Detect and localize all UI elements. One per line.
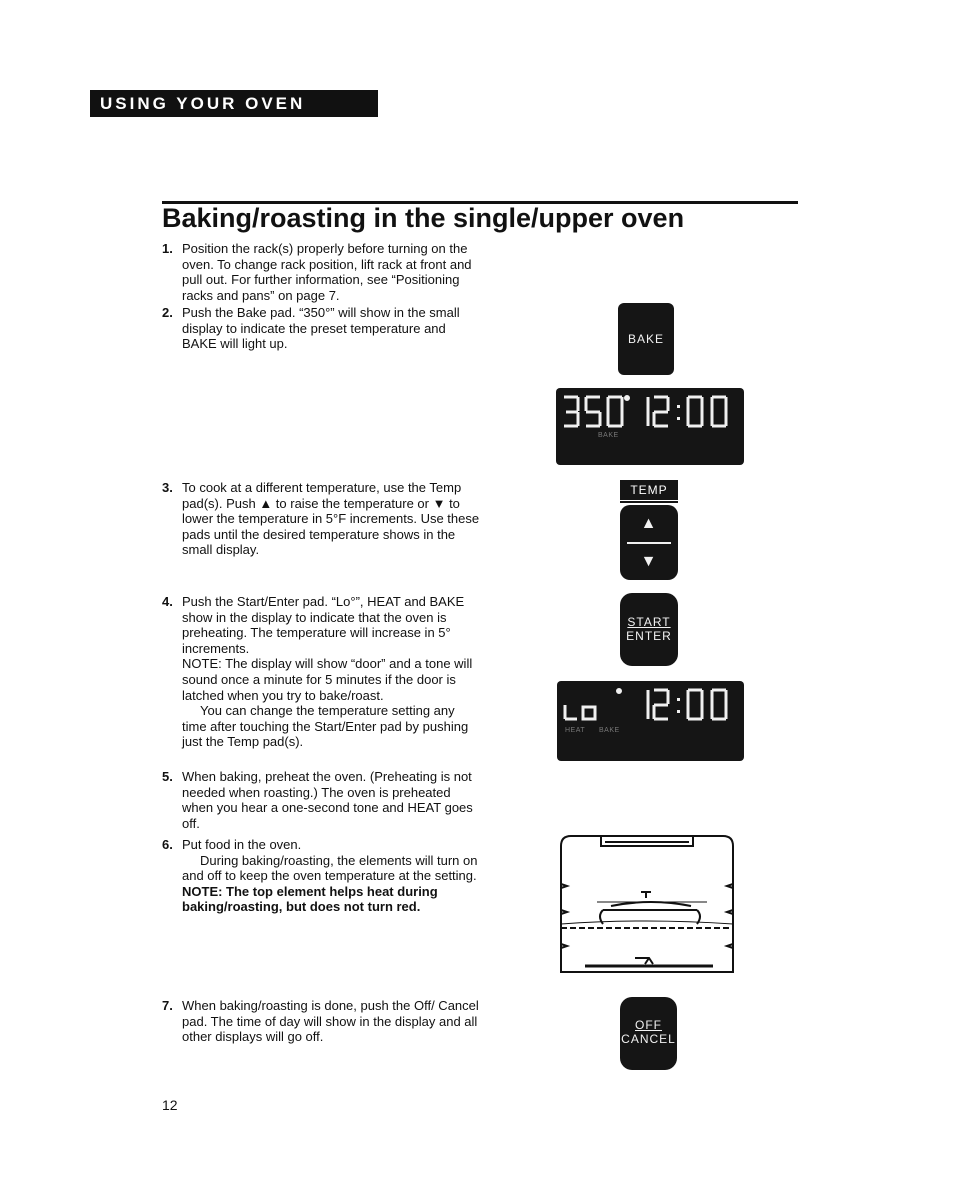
step-text: When baking/roasting is done, push the Off/ Cancel pad. The time of day will show in the display and all other displays will go off. — [182, 998, 479, 1045]
step-number: 3. — [162, 480, 173, 495]
step-7 — [162, 998, 482, 1045]
display-heat-indicator: HEAT — [565, 727, 586, 734]
oven-display-bake — [556, 388, 744, 465]
step-text: When baking, preheat the oven. (Preheating is not needed when roasting.) The oven is preheated when you hear a one-second tone and HEAT goes off. — [182, 769, 473, 831]
oven-cavity-illustration — [555, 832, 737, 975]
step-number: 6. — [162, 837, 173, 852]
temp-pad — [620, 505, 678, 580]
step-number: 7. — [162, 998, 173, 1013]
step-note: NOTE: The display will show “door” and a tone will sound once a minute for 5 minutes if the door is latched when you try to bake/roast. — [182, 656, 473, 703]
display-bake-indicator: BAKE — [599, 727, 620, 734]
display-bake-indicator: BAKE — [598, 432, 619, 439]
step-number: 2. — [162, 305, 173, 320]
enter-label: ENTER — [626, 629, 672, 643]
start-enter-pad[interactable] — [620, 593, 678, 666]
step-text: Push the Start/Enter pad. “Lo°”, HEAT and BAKE show in the display to indicate that the oven is preheating. The temperature will increase in 5° increments. — [182, 594, 465, 656]
step-text: During baking/roasting, the elements will turn on and off to keep the oven temperature at the setting. — [182, 852, 478, 884]
up-arrow-icon: ▲ — [640, 515, 658, 532]
step-2 — [162, 305, 482, 352]
down-arrow-icon: ▼ — [640, 553, 658, 570]
step-text: Push the Bake pad. “350°” will show in the small display to indicate the preset temperature and BAKE will light up. — [182, 305, 460, 352]
temp-up-button[interactable] — [620, 505, 678, 542]
page-title: Baking/roasting in the single/upper oven — [162, 203, 685, 233]
step-text: Position the rack(s) properly before turning on the oven. To change rack position, lift rack at front and pull out. For further information, see “Positioning racks and pans” on page 7. — [182, 241, 472, 303]
cancel-label: CANCEL — [621, 1032, 676, 1046]
step-4 — [162, 594, 482, 750]
step-number: 5. — [162, 769, 173, 784]
step-6 — [162, 837, 482, 915]
step-3 — [162, 480, 482, 558]
step-number: 4. — [162, 594, 173, 609]
temp-down-button[interactable] — [620, 544, 678, 580]
start-label: START — [627, 615, 671, 629]
temp-label: TEMP — [620, 480, 678, 500]
step-1 — [162, 241, 482, 303]
step-text: You can change the temperature setting any time after touching the Start/Enter pad by pushing just the Temp pad(s). — [182, 703, 469, 750]
bake-pad-label: BAKE — [627, 332, 664, 346]
step-number: 1. — [162, 241, 173, 256]
off-label: OFF — [635, 1018, 662, 1032]
off-cancel-pad[interactable] — [620, 997, 677, 1070]
step-text: Put food in the oven. — [182, 837, 302, 852]
step-5 — [162, 769, 482, 831]
oven-display-preheat — [557, 681, 744, 761]
bake-pad[interactable] — [618, 303, 674, 375]
page-number: 12 — [162, 1097, 178, 1113]
section-header: USING YOUR OVEN — [90, 90, 378, 117]
step-note: NOTE: The top element helps heat during baking/roasting, but does not turn red. — [182, 883, 438, 915]
step-text: To cook at a different temperature, use the Temp pad(s). Push ▲ to raise the temperature or ▼ to lower the temperature in 5°F increments. Use these pads until the desired temperature shows in the small display. — [182, 480, 480, 558]
